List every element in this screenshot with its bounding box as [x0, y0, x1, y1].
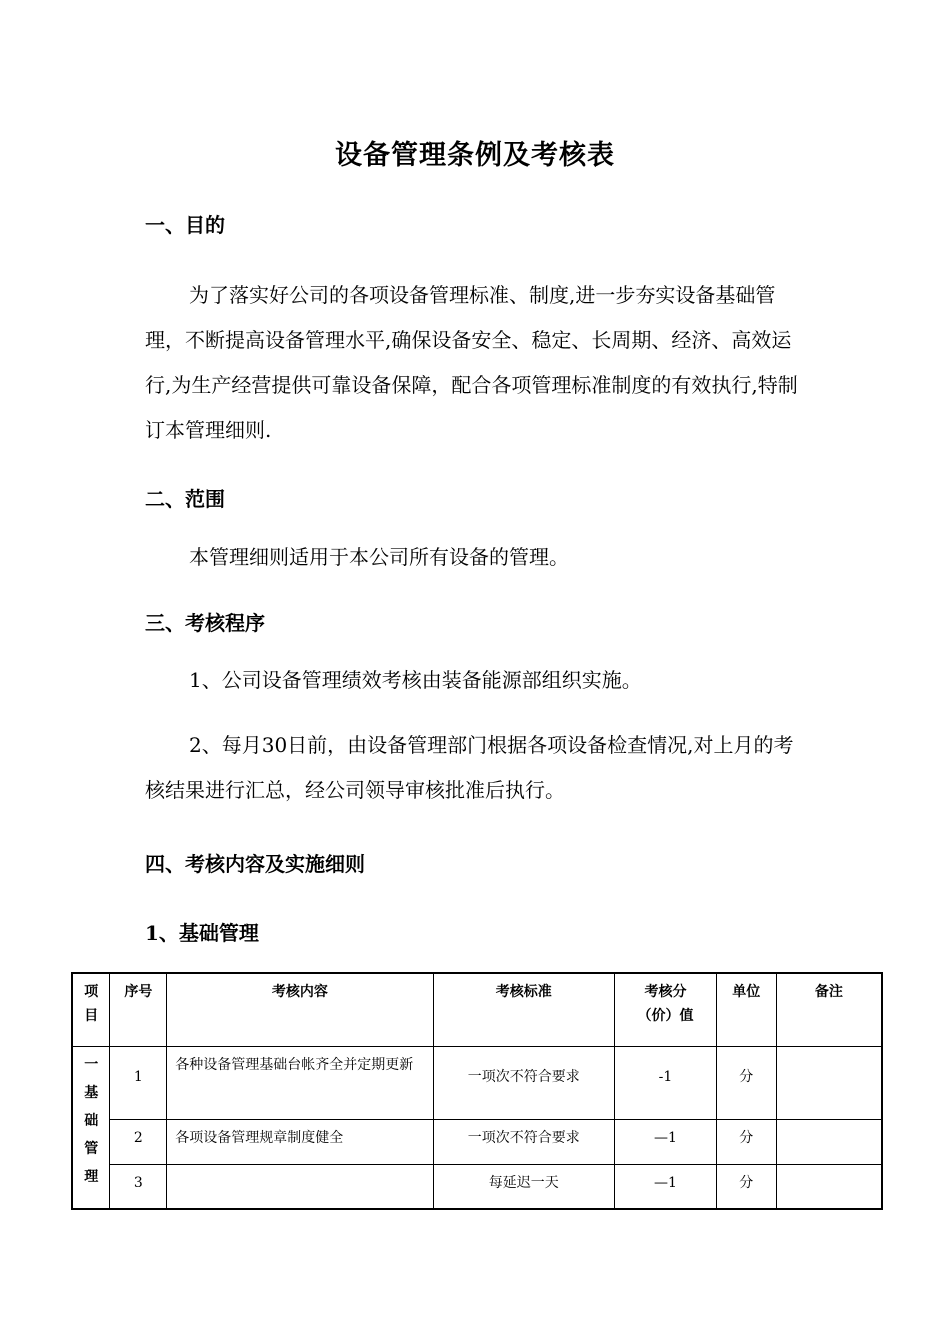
- header-score: 考核分 （价）值: [615, 973, 717, 1046]
- remark-cell: [776, 1119, 882, 1164]
- score-cell: -1: [615, 1046, 717, 1119]
- header-unit: 单位: [716, 973, 776, 1046]
- procedure-item-1: 1、公司设备管理绩效考核由装备能源部组织实施。: [189, 668, 642, 692]
- page-title: 设备管理条例及考核表: [335, 140, 615, 171]
- section-heading-content: 四、考核内容及实施细则: [145, 852, 365, 876]
- subsection-heading-basic: 1、基础管理: [145, 921, 259, 945]
- section-heading-procedure: 三、考核程序: [145, 611, 265, 635]
- header-category: 项 目: [72, 973, 110, 1046]
- table-row: [72, 1119, 882, 1164]
- table-header-row: [72, 973, 882, 1046]
- table-row: [72, 1046, 882, 1119]
- header-remark: 备注: [776, 973, 882, 1046]
- unit-cell: 分: [716, 1046, 776, 1119]
- seq-cell: 3: [110, 1164, 167, 1209]
- standard-cell: 每延迟一天: [433, 1164, 614, 1209]
- section-body-purpose: 为了落实好公司的各项设备管理标准、制度,进一步夯实设备基础管理，不断提高设备管理水平,确保设备安全、稳定、长周期、经济、高效运行,为生产经营提供可靠设备保障，配合各项管理标准制度的有效执行,特制订本管理细则.: [145, 283, 798, 442]
- content-cell: 各种设备管理基础台帐齐全并定期更新: [167, 1046, 433, 1119]
- header-content: 考核内容: [167, 973, 433, 1046]
- header-seq: 序号: [110, 973, 167, 1046]
- category-cell: 一 基 础 管 理: [72, 1046, 110, 1209]
- header-standard: 考核标准: [433, 973, 614, 1046]
- seq-cell: 2: [110, 1119, 167, 1164]
- score-cell: —1: [615, 1119, 717, 1164]
- standard-cell: 一项次不符合要求: [433, 1046, 614, 1119]
- table-row: [72, 1164, 882, 1209]
- standard-cell: 一项次不符合要求: [433, 1119, 614, 1164]
- seq-cell: 1: [110, 1046, 167, 1119]
- remark-cell: [776, 1046, 882, 1119]
- score-cell: —1: [615, 1164, 717, 1209]
- unit-cell: 分: [716, 1119, 776, 1164]
- assessment-table: [71, 972, 883, 1210]
- section-heading-scope: 二、范围: [145, 487, 225, 511]
- procedure-item-2: 2、每月30日前，由设备管理部门根据各项设备检查情况,对上月的考核结果进行汇总，经公司领导审核批准后执行。: [145, 733, 794, 802]
- section-heading-purpose: 一、目的: [145, 213, 225, 237]
- remark-cell: [776, 1164, 882, 1209]
- content-cell: 各项设备管理规章制度健全: [167, 1119, 433, 1164]
- unit-cell: 分: [716, 1164, 776, 1209]
- content-cell: [167, 1164, 433, 1209]
- section-body-scope: 本管理细则适用于本公司所有设备的管理。: [189, 545, 569, 569]
